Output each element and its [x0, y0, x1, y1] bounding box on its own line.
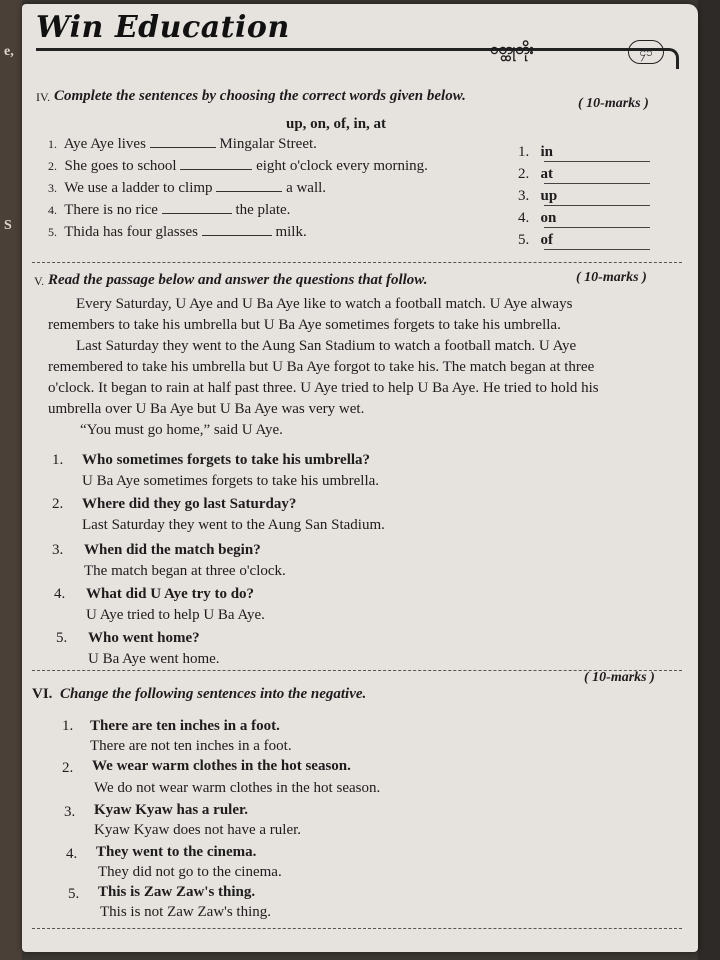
- item-number: 1.: [62, 718, 74, 734]
- list-item: [66, 846, 77, 863]
- list-item: [64, 804, 75, 821]
- section-instruction: Complete the sentences by choosing the correct words given below.: [54, 88, 466, 104]
- subject-title: ဝတ္ထုတိုး: [490, 40, 534, 58]
- header-rule: [36, 48, 679, 69]
- passage-line: umbrella over U Ba Aye but U Ba Aye was very wet.: [48, 401, 365, 417]
- answer-underline: [544, 227, 650, 228]
- sentence-text: Kyaw Kyaw has a ruler.: [94, 802, 249, 818]
- list-item: [48, 224, 307, 241]
- answer-text: This is not Zaw Zaw's thing.: [100, 904, 272, 920]
- item-number: 3.: [64, 804, 76, 820]
- question-text: Where did they go last Saturday?: [82, 496, 297, 512]
- question-number: 5.: [56, 630, 68, 646]
- question-item: [52, 496, 63, 513]
- answer-number: 5.: [518, 232, 530, 248]
- section-marks: ( 10-marks ): [584, 670, 655, 685]
- answer-underline: [544, 161, 650, 162]
- question-number: 4.: [54, 586, 66, 602]
- answer-underline: [544, 249, 650, 250]
- question-item: [52, 452, 63, 469]
- question-item: [56, 630, 67, 647]
- item-text-after: eight o'clock every morning.: [256, 158, 428, 174]
- margin-fragment: e,: [4, 44, 14, 59]
- answer-number: 1.: [518, 144, 530, 160]
- item-text-before: There is no rice: [64, 202, 158, 218]
- answer-text: Last Saturday they went to the Aung San Stadium.: [82, 517, 385, 533]
- answer-blank: [150, 137, 216, 148]
- brand-logo-text: Win Education: [36, 10, 290, 45]
- section-marks: ( 10-marks ): [576, 270, 647, 285]
- answer-underline: [544, 205, 650, 206]
- word-bank: up, on, of, in, at: [286, 116, 387, 132]
- list-item: [68, 886, 79, 903]
- answer-word: up: [540, 188, 558, 204]
- answer-word: in: [540, 144, 554, 160]
- item-text-before: We use a ladder to climp: [64, 180, 213, 196]
- question-text: When did the match begin?: [84, 542, 261, 558]
- answer-number: 2.: [518, 166, 530, 182]
- section-divider: [32, 262, 682, 263]
- sentence-text: We wear warm clothes in the hot season.: [92, 758, 351, 774]
- item-number: 5.: [48, 225, 57, 239]
- list-item: [48, 136, 317, 153]
- item-number: 4.: [48, 203, 57, 217]
- answer-text: Kyaw Kyaw does not have a ruler.: [94, 822, 302, 838]
- section-instruction: Change the following sentences into the negative.: [60, 686, 367, 702]
- passage-line: “You must go home,” said U Aye.: [80, 422, 283, 438]
- answer-item: [518, 210, 556, 227]
- section-number: VI.: [32, 686, 53, 702]
- item-text-before: Thida has four glasses: [64, 224, 198, 240]
- item-text-after: milk.: [275, 224, 307, 240]
- item-number: 2.: [62, 760, 74, 776]
- list-item: [62, 718, 73, 735]
- item-text-before: Aye Aye lives: [63, 136, 146, 152]
- right-background-strip: [698, 0, 720, 960]
- list-item: [48, 180, 326, 197]
- section-marks: ( 10-marks ): [578, 96, 649, 111]
- answer-blank: [202, 225, 272, 236]
- passage-line: remembers to take his umbrella but U Ba Aye sometimes forgets to take his umbrella.: [48, 317, 561, 333]
- answer-word: of: [540, 232, 553, 248]
- answer-item: [518, 144, 553, 161]
- passage-line: Last Saturday they went to the Aung San Stadium to watch a football match. U Aye: [76, 338, 577, 354]
- answer-underline: [544, 183, 650, 184]
- list-item: [62, 760, 73, 777]
- answer-text: U Ba Aye went home.: [88, 651, 220, 667]
- answer-text: There are not ten inches in a foot.: [90, 738, 292, 754]
- item-number: 5.: [68, 886, 80, 902]
- margin-fragment: S: [4, 218, 12, 233]
- answer-text: U Ba Aye sometimes forgets to take his umbrella.: [82, 473, 380, 489]
- item-text-after: the plate.: [235, 202, 291, 218]
- worksheet-page: [22, 4, 698, 952]
- sentence-text: They went to the cinema.: [96, 844, 257, 860]
- answer-number: 4.: [518, 210, 530, 226]
- sentence-text: This is Zaw Zaw's thing.: [98, 884, 256, 900]
- answer-item: [518, 232, 553, 249]
- question-text: Who went home?: [88, 630, 200, 646]
- answer-number: 3.: [518, 188, 530, 204]
- answer-blank: [180, 159, 252, 170]
- answer-word: at: [540, 166, 553, 182]
- item-number: 3.: [48, 181, 57, 195]
- page-number-badge: ၄၁: [628, 40, 664, 64]
- item-number: 4.: [66, 846, 78, 862]
- left-background-strip: [0, 0, 22, 960]
- question-number: 2.: [52, 496, 64, 512]
- sentence-text: There are ten inches in a foot.: [90, 718, 280, 734]
- item-number: 1.: [48, 137, 57, 151]
- question-number: 3.: [52, 542, 64, 558]
- answer-blank: [216, 181, 282, 192]
- answer-blank: [162, 203, 232, 214]
- question-item: [54, 586, 65, 603]
- question-number: 1.: [52, 452, 64, 468]
- section-instruction: Read the passage below and answer the questions that follow.: [48, 272, 428, 288]
- question-text: What did U Aye try to do?: [86, 586, 255, 602]
- item-text-after: Mingalar Street.: [219, 136, 317, 152]
- passage-line: o'clock. It began to rain at half past three. U Aye tried to help U Ba Aye. He tried to hold his: [48, 380, 599, 396]
- list-item: [48, 158, 428, 175]
- section-number: IV.: [36, 90, 51, 104]
- item-text-after: a wall.: [286, 180, 327, 196]
- answer-item: [518, 188, 557, 205]
- passage-line: remembered to take his umbrella but U Ba Aye forgot to take his. The match began at three: [48, 359, 595, 375]
- section-divider: [32, 928, 682, 929]
- reading-passage: [48, 294, 678, 441]
- item-text-before: She goes to school: [64, 158, 177, 174]
- answer-text: They did not go to the cinema.: [98, 864, 282, 880]
- section-number: V.: [34, 274, 45, 288]
- question-text: Who sometimes forgets to take his umbrella?: [82, 452, 371, 468]
- question-item: [52, 542, 63, 559]
- answer-text: We do not wear warm clothes in the hot season.: [94, 780, 381, 796]
- list-item: [48, 202, 290, 219]
- answer-text: U Aye tried to help U Ba Aye.: [86, 607, 265, 623]
- answer-text: The match began at three o'clock.: [84, 563, 286, 579]
- answer-item: [518, 166, 553, 183]
- item-number: 2.: [48, 159, 57, 173]
- answer-word: on: [540, 210, 557, 226]
- passage-line: Every Saturday, U Aye and U Ba Aye like to watch a football match. U Aye always: [76, 296, 573, 312]
